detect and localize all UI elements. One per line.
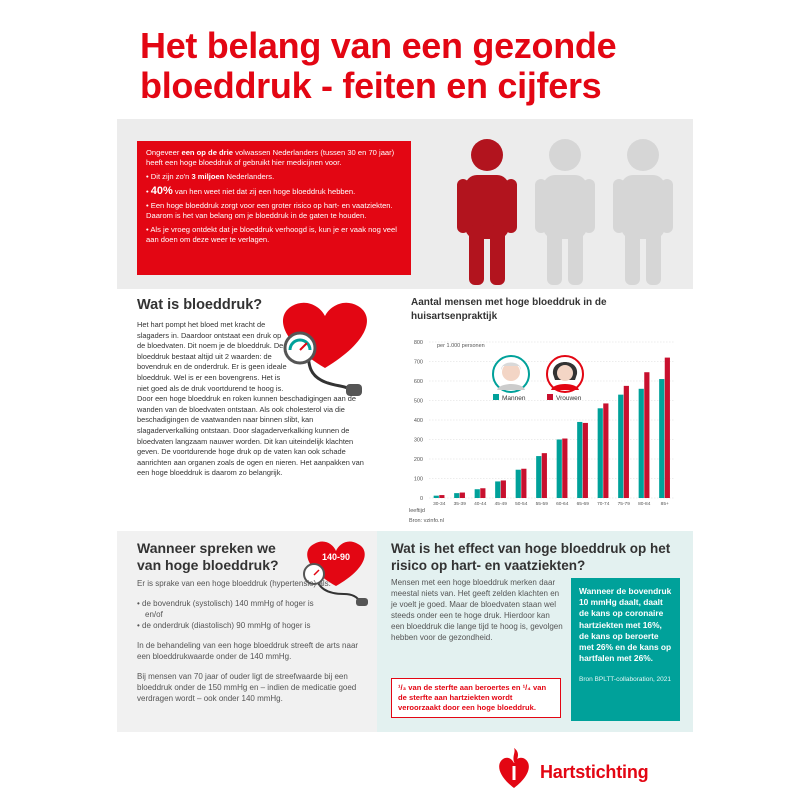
bar-vrouwen-50-54 — [521, 469, 526, 498]
bar-vrouwen-45-49 — [501, 480, 506, 498]
chart-unit-label: per 1.000 personen — [437, 343, 485, 349]
bar-vrouwen-55-59 — [542, 453, 547, 498]
wanneer-bullets: • de bovendruk (systolisch) 140 mmHg of hoger is en/of • de onderdruk (diastolisch) 90 mmHg of hoger is — [137, 599, 314, 630]
x-axis-label: leeftijd — [409, 508, 425, 514]
y-tick-label: 600 — [413, 379, 423, 385]
bar-mannen-75-79 — [618, 395, 623, 498]
bar-vrouwen-30-34 — [439, 495, 444, 498]
x-tick-label: 85+ — [660, 502, 669, 507]
wanneer-p2: In de behandeling van een hoge bloeddruk streeft de arts naar een bloeddrukwaarde onder de 140 mmHg. — [137, 641, 359, 661]
effect-note-box: ¹/₃ van de sterfte aan beroertes en ¹/₄ van de sterfte aan hartziekten wordt veroorzaakt door een hoge bloeddruk. — [391, 678, 561, 718]
bar-vrouwen-65-69 — [583, 423, 588, 498]
effect-text: Mensen met een hoge bloeddruk merken daar meestal niets van. Het geeft zelden klachten en je voelt je goed. Maar de bloedvaten staan wel steeds onder een te hoge druk. Hierdoor kan een bloeddruk die lange tijd te hoog is, gevolgen hebben voor de gezondheid. — [391, 578, 563, 642]
bar-mannen-55-59 — [536, 456, 541, 498]
wat-text — [137, 320, 369, 479]
heart-badge-text: 140-90 — [321, 552, 351, 562]
y-tick-label: 200 — [413, 457, 423, 463]
y-tick-label: 100 — [413, 476, 423, 483]
intro-bullet-1: • Dit zijn zo'n 3 miljoen Nederlanders. — [146, 172, 275, 181]
chart-title: Aantal mensen met hoge bloeddruk in de huisartsenpraktijk — [411, 297, 607, 322]
y-tick-label: 300 — [413, 437, 423, 444]
x-tick-label: 50-54 — [515, 502, 528, 507]
bar-mannen-85+ — [659, 379, 664, 498]
page-title — [140, 26, 700, 106]
bar-vrouwen-80-84 — [644, 372, 649, 498]
avatar-woman-icon — [547, 356, 583, 392]
x-tick-label: 45-49 — [494, 502, 507, 507]
title-line-2: bloeddruk - feiten en cijfers — [140, 65, 602, 106]
x-tick-label: 40-44 — [474, 502, 487, 507]
bar-mannen-65-69 — [577, 422, 582, 498]
intro-bullet-2: • 40% van hen weet niet dat zij een hoge bloeddruk hebben. — [146, 185, 356, 197]
bar-mannen-50-54 — [516, 470, 521, 498]
chart-source: Bron: vzinfo.nl — [409, 518, 444, 524]
bar-mannen-35-39 — [454, 493, 459, 498]
wanneer-text — [137, 578, 367, 713]
legend-women: Vrouwen — [556, 395, 582, 402]
x-tick-label: 55-59 — [535, 502, 548, 507]
intro-bullet-3: • Een hoge bloeddruk zorgt voor een groter risico op hart- en vaatziekten. Daarom is het van belang om je bloeddruk in de gaten te houden. — [146, 201, 393, 220]
intro-red-box — [137, 141, 411, 275]
x-tick-label: 60-64 — [556, 502, 569, 507]
title-line-1: Het belang van een gezonde — [140, 25, 617, 66]
x-tick-label: 80-84 — [638, 502, 651, 507]
x-tick-label: 70-74 — [597, 502, 610, 507]
y-tick-label: 700 — [413, 359, 423, 366]
x-tick-label: 65-69 — [576, 502, 589, 507]
y-tick-label: 800 — [413, 340, 423, 346]
bar-vrouwen-70-74 — [603, 403, 608, 498]
avatar-man-icon — [493, 356, 529, 392]
wanneer-heading-line-1: Wanneer spreken we — [137, 540, 276, 556]
intro-bullet-4: • Als je vroeg ontdekt dat je bloeddruk verhoogd is, kun je er vaak nog veel aan doen om deze weer te verlagen. — [146, 225, 397, 244]
bar-vrouwen-75-79 — [624, 386, 629, 498]
teal-text: Wanneer de bovendruk 10 mmHg daalt, daalt de kans op coronaire hartziekten met 16%, de kans op beroerte met 26% en de kans op hartfalen met 26%. — [579, 586, 672, 664]
wat-text-lead: Het hart pompt het bloed met kracht de slagaders in. Daardoor ontstaat een druk op de bloedvaten. Dit noem je de bloeddruk. De bloeddruk bestaat altijd uit 2 waarden: de bovendruk en de onderdruk. Er is geen ideale bloeddruk. Wel is er een bovengrens. Het is niet goed als de druk voortdurend te hoog is. — [137, 320, 287, 393]
x-tick-label: 35-39 — [453, 502, 466, 507]
y-tick-label: 500 — [413, 398, 423, 405]
brand-name: Hartstichting — [540, 762, 649, 782]
bar-mannen-80-84 — [639, 389, 644, 498]
wanneer-heading-line-2: van hoge bloeddruk? — [137, 557, 279, 573]
bar-vrouwen-40-44 — [480, 488, 485, 498]
y-tick-label: 0 — [419, 496, 423, 502]
person-red-icon — [457, 139, 517, 285]
wanneer-p3: Bij mensen van 70 jaar of ouder ligt de streefwaarde bij een bloeddruk onder de 150 mmHg en – indien de medicatie goed verdragen wordt – ook onder 140 mmHg. — [137, 672, 357, 703]
bar-mannen-30-34 — [434, 496, 439, 498]
legend-men: Mannen — [502, 395, 526, 402]
chart-x-ticks — [433, 501, 669, 507]
wat-text-rest: Door een hoge bloeddruk en roken kunnen beschadigingen aan de wanden van de bloedvaten ontstaan. Als ook cholesterol via die beschadigingen de vaatwanden naar binnen slibt, kan slagaderverkalking ontstaan. Door slagaderverkalking kunnen de bloedvaten langzaam nauwer worden. Dit kan uiteindelijk klachten geven. De voortdurende hoge druk op de vaten kan ook schade aanrichten aan organen zoals de ogen en nieren. Het aanpakken van een hoge bloeddruk is daarom zo belangrijk. — [137, 394, 364, 478]
bar-vrouwen-60-64 — [562, 439, 567, 498]
effect-teal-box — [571, 578, 680, 721]
bar-vrouwen-85+ — [665, 358, 670, 498]
bar-mannen-60-64 — [557, 440, 562, 499]
effect-heading: Wat is het effect van hoge bloeddruk op het risico op hart- en vaatziekten? — [391, 541, 671, 573]
person-grey-icon — [535, 139, 595, 285]
bar-mannen-45-49 — [495, 481, 500, 498]
intro-paragraph: Ongeveer een op de drie volwassen Nederlanders (tussen 30 en 70 jaar) heeft een hoge bloeddruk of gebruikt hier medicijnen voor. — [146, 148, 395, 167]
bar-mannen-40-44 — [475, 489, 480, 498]
wat-heading: Wat is bloeddruk? — [137, 297, 263, 313]
teal-source: Bron BPLTT-collaboration, 2021 — [579, 676, 672, 684]
people-illustration — [455, 135, 680, 285]
bar-chart — [395, 330, 685, 542]
wanneer-heading — [137, 540, 279, 574]
person-grey-icon-2 — [613, 139, 673, 285]
bar-vrouwen-35-39 — [460, 493, 465, 498]
wanneer-p1: Er is sprake van een hoge bloeddruk (hypertensie) als: — [137, 579, 331, 588]
y-tick-label: 400 — [413, 418, 423, 424]
x-tick-label: 30-34 — [433, 502, 446, 507]
bar-mannen-70-74 — [598, 408, 603, 498]
x-tick-label: 75-79 — [617, 502, 630, 507]
